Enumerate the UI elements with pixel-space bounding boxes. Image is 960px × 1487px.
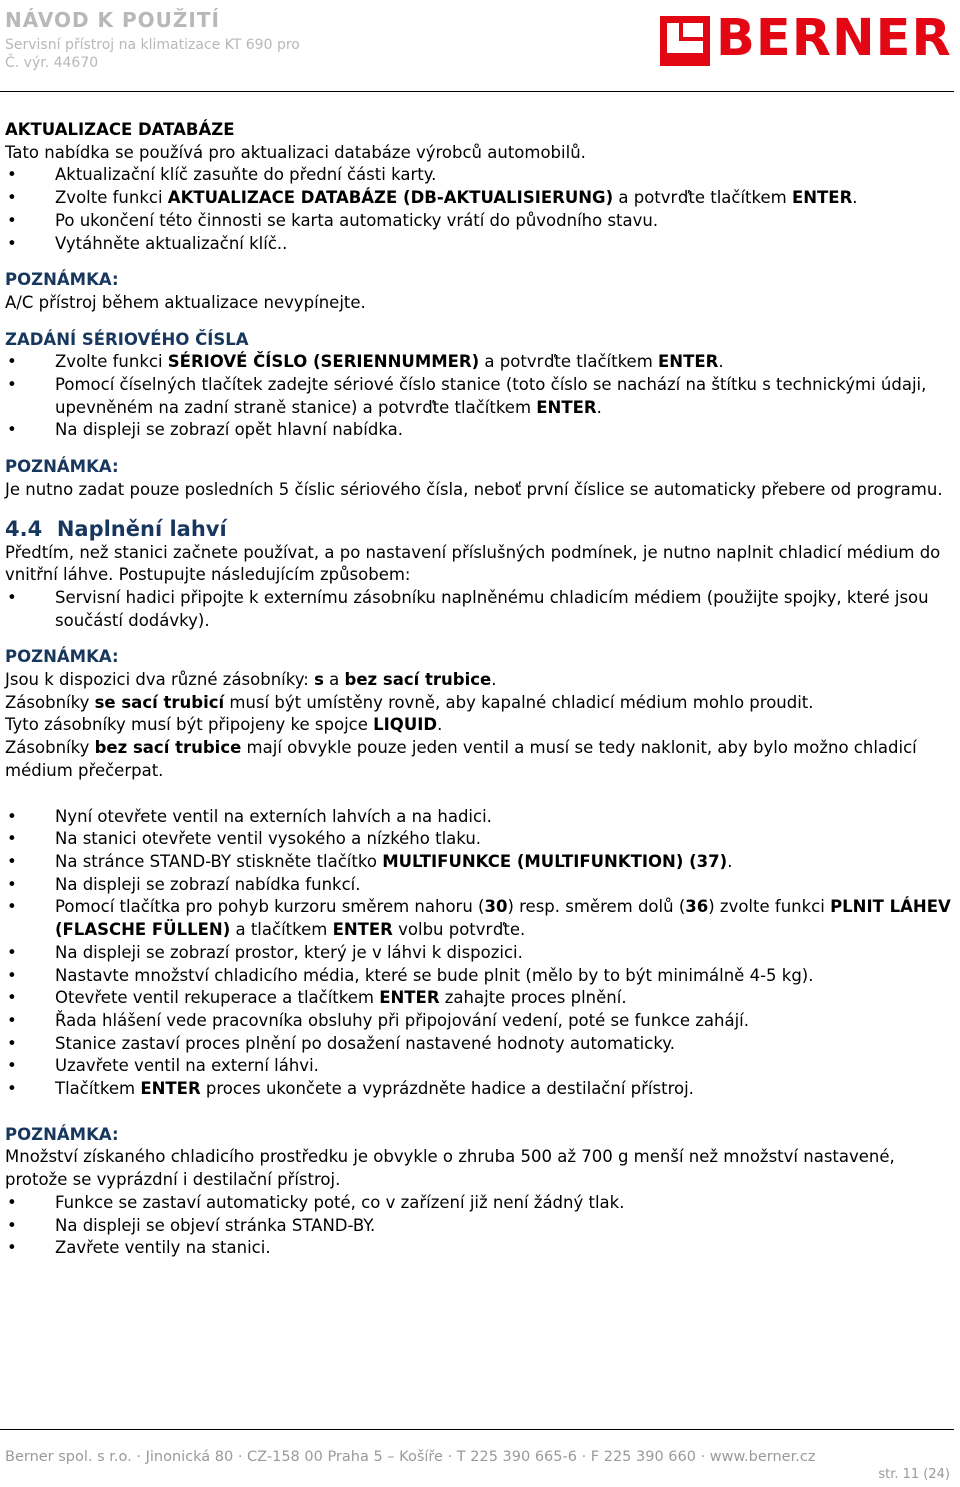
bullet-list — [5, 587, 955, 632]
list-item: • Tlačítkem ENTER proces ukončete a vyprázdněte hadice a destilační přístroj. — [5, 1078, 955, 1101]
page-header — [0, 0, 960, 92]
product-code: Č. výr. 44670 — [5, 55, 99, 71]
list-item: • Zvolte funkci AKTUALIZACE DATABÁZE (DB-AKTUALISIERUNG) a potvrďte tlačítkem ENTER. — [5, 187, 955, 210]
list-item: • Servisní hadici připojte k externímu zásobníku naplněnému chladicím médiem (použijte spojky, které jsou součástí dodávky). — [5, 587, 955, 632]
paragraph: Tato nabídka se používá pro aktualizaci databáze výrobců automobilů. — [5, 142, 586, 162]
paragraph: Předtím, než stanici začnete používat, a po nastavení příslušných podmínek, je nutno naplnit chladicí médium do vnitřní láhve. Postupujte následujícím způsobem: — [5, 542, 941, 585]
note-text: A/C přístroj během aktualizace nevypínejte. — [5, 292, 366, 312]
section-heading-filling-bottles: 4.4 Naplnění lahví — [5, 516, 227, 541]
list-item: • Zvolte funkci SÉRIOVÉ ČÍSLO (SERIENNUMMER) a potvrďte tlačítkem ENTER. — [5, 351, 955, 374]
note-line: Tyto zásobníky musí být připojeny ke spojce LIQUID. — [5, 715, 443, 735]
section-heading-database-update: AKTUALIZACE DATABÁZE — [5, 120, 235, 139]
list-item: • Otevřete ventil rekuperace a tlačítkem ENTER zahajte proces plnění. — [5, 987, 955, 1010]
note-line: Jsou k dispozici dva různé zásobníky: s a bez sací trubice. — [5, 670, 497, 690]
list-item: • Na displeji se objeví stránka STAND-BY. — [5, 1215, 955, 1238]
list-item: • Nastavte množství chladicího média, které se bude plnit (mělo by to být minimálně 4-5 kg). — [5, 965, 955, 988]
note-line: Zásobníky se sací trubicí musí být umístěny rovně, aby kapalné chladicí médium mohlo proudit. — [5, 692, 814, 712]
note-line: Zásobníky bez sací trubice mají obvykle pouze jeden ventil a musí se tedy naklonit, aby bylo možno chladicí médium přečerpat. — [5, 738, 917, 780]
footer-rule — [0, 1429, 954, 1430]
list-item: • Na displeji se zobrazí nabídka funkcí. — [5, 874, 955, 897]
list-item: • Na displeji se zobrazí prostor, který je v láhvi k dispozici. — [5, 942, 955, 965]
list-item: • Pomocí tlačítka pro pohyb kurzoru směrem nahoru (30) resp. směrem dolů (36) zvolte funkci PLNIT LÁHEV (FLASCHE FÜLLEN) a tlačítkem ENTER volbu potvrďte. — [5, 896, 955, 941]
document-body — [5, 119, 955, 1260]
list-item: • Na stanici otevřete ventil vysokého a nízkého tlaku. — [5, 828, 955, 851]
document-subtitle: Servisní přístroj na klimatizace KT 690 pro — [5, 37, 300, 53]
note-label: POZNÁMKA: — [5, 647, 119, 667]
list-item: • Funkce se zastaví automaticky poté, co v zařízení již není žádný tlak. — [5, 1192, 955, 1215]
list-item: • Na stránce STAND-BY stiskněte tlačítko MULTIFUNKCE (MULTIFUNKTION) (37). — [5, 851, 955, 874]
page-number: str. 11 (24) — [878, 1467, 950, 1482]
header-rule — [0, 91, 954, 92]
list-item: • Uzavřete ventil na externí láhvi. — [5, 1055, 955, 1078]
note-text: Je nutno zadat pouze posledních 5 číslic sériového čísla, neboť první číslice se automaticky přebere od programu. — [5, 479, 943, 499]
footer-address: Berner spol. s r.o. · Jinonická 80 · CZ-158 00 Praha 5 – Košíře · T 225 390 665-6 · F 225 390 660 · www.berner.cz — [5, 1449, 816, 1465]
note-label: POZNÁMKA: — [5, 270, 119, 290]
note-label: POZNÁMKA: — [5, 1124, 119, 1144]
list-item: • Po ukončení této činnosti se karta automaticky vrátí do původního stavu. — [5, 210, 955, 233]
list-item: • Stanice zastaví proces plnění po dosažení nastavené hodnoty automaticky. — [5, 1033, 955, 1056]
bullet-list — [5, 1192, 955, 1260]
berner-logo-icon — [660, 16, 710, 66]
bullet-list — [5, 806, 955, 1101]
list-item: • Aktualizační klíč zasuňte do přední části karty. — [5, 164, 955, 187]
list-item: • Vytáhněte aktualizační klíč.. — [5, 233, 955, 256]
section-heading-serial-number: ZADÁNÍ SÉRIOVÉHO ČÍSLA — [5, 329, 249, 349]
logo-wordmark: BERNER — [716, 9, 952, 68]
berner-logo — [660, 9, 952, 68]
bullet-list — [5, 351, 955, 442]
note-label: POZNÁMKA: — [5, 457, 119, 477]
note-text: Množství získaného chladicího prostředku je obvykle o zhruba 500 až 700 g menší než množství nastavené, protože se vyprázdní i destilační přístroj. — [5, 1147, 895, 1190]
document-title: NÁVOD K POUŽITÍ — [5, 8, 220, 32]
list-item: • Pomocí číselných tlačítek zadejte sériové číslo stanice (toto číslo se nachází na štítku s technickými údaji, upevněném na zadní straně stanice) a potvrďte tlačítkem ENTER. — [5, 374, 955, 419]
list-item: • Na displeji se zobrazí opět hlavní nabídka. — [5, 419, 955, 442]
bullet-list — [5, 164, 955, 255]
list-item: • Zavřete ventily na stanici. — [5, 1237, 955, 1260]
list-item: • Nyní otevřete ventil na externích lahvích a na hadici. — [5, 806, 955, 829]
list-item: • Řada hlášení vede pracovníka obsluhy při připojování vedení, poté se funkce zahájí. — [5, 1010, 955, 1033]
